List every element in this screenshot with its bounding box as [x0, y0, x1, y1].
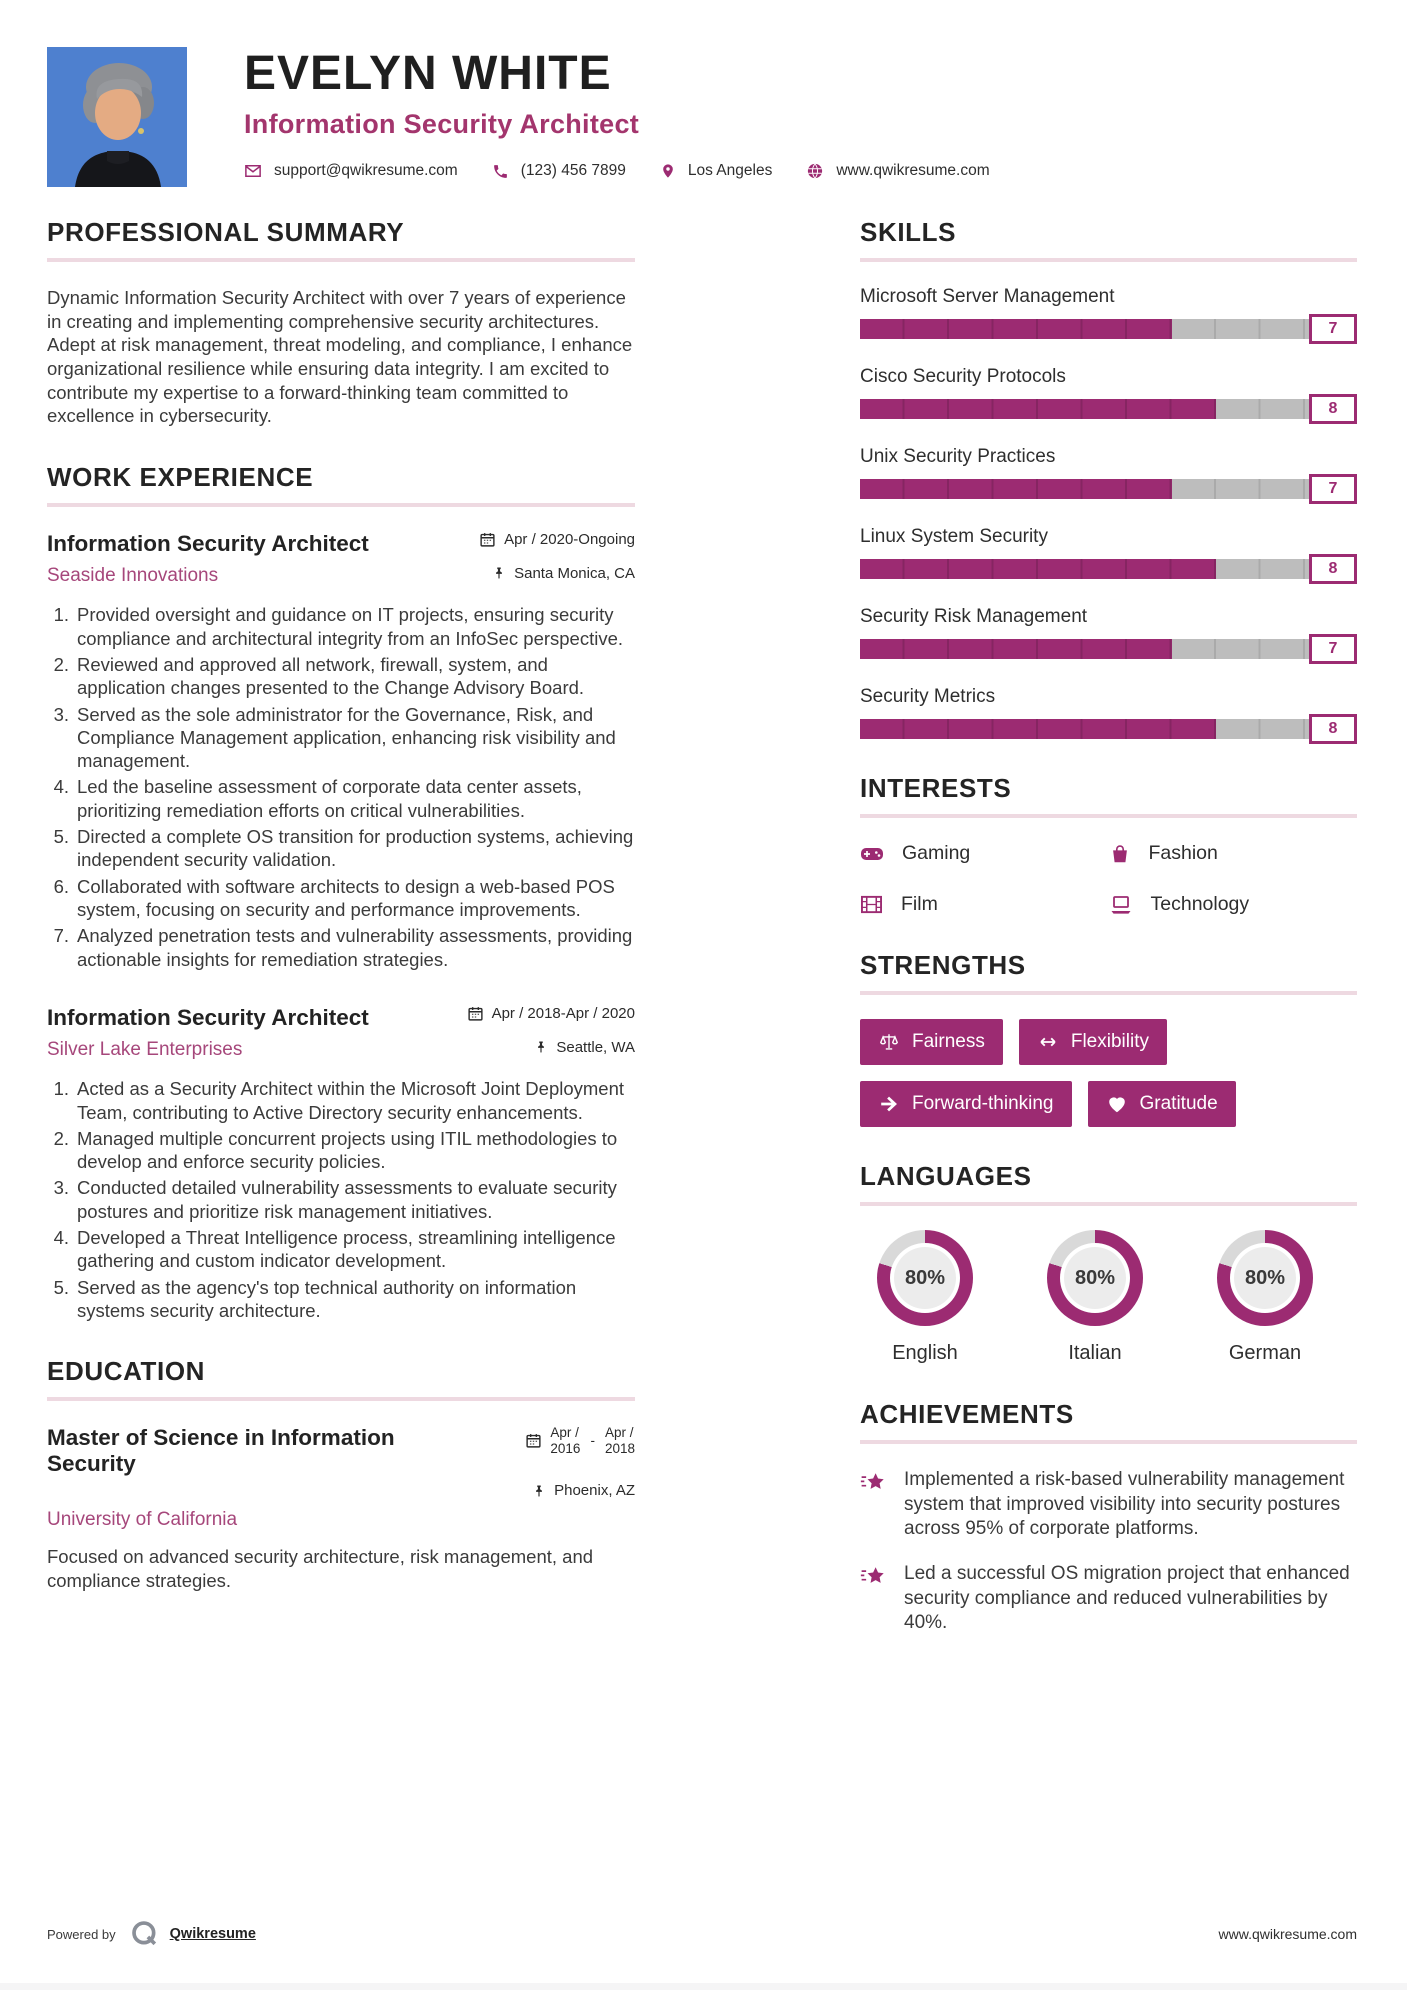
achievements-heading: ACHIEVEMENTS: [860, 1399, 1074, 1429]
person-name: EVELYN WHITE: [244, 47, 612, 100]
contact-phone-text: (123) 456 7899: [520, 162, 626, 180]
header-text: [244, 47, 1024, 187]
section-rule: [47, 258, 635, 262]
summary-text: Dynamic Information Security Architect with over 7 years of experience in creating and implementing comprehensive security architectures. Adept at risk management, threat modeling, and compliance, I enhance organizational resilience while ensuring data integrity. I am excited to contribute my expertise to a forward-thinking team committed to excellence in cybersecurity.: [47, 287, 633, 427]
contact-location: [660, 162, 772, 180]
education-dates: [525, 1425, 635, 1456]
job-dates: [479, 531, 635, 548]
calendar-icon: [479, 531, 496, 548]
skill-bar: [860, 479, 1357, 499]
skill-bar-fill: [860, 559, 1216, 579]
pushpin-icon: [492, 565, 506, 581]
skill-bar-fill: [860, 719, 1216, 739]
skill-bar: [860, 559, 1357, 579]
bottom-strip: [0, 1983, 1407, 1990]
job-company: Seaside Innovations: [47, 565, 219, 587]
skill-bar: [860, 639, 1357, 659]
section-rule: [47, 1397, 635, 1401]
section-summary: [47, 217, 635, 428]
strength-label: Forward-thinking: [912, 1093, 1054, 1114]
skill-name: Security Metrics: [860, 686, 996, 707]
contact-phone: [492, 162, 626, 180]
header: [0, 0, 1407, 187]
calendar-icon: [525, 1432, 542, 1449]
school-name: University of California: [47, 1509, 238, 1531]
skill-bar-fill: [860, 479, 1172, 499]
skill-name: Security Risk Management: [860, 606, 1088, 627]
section-interests: [860, 773, 1357, 916]
film-icon: [860, 894, 883, 915]
contact-location-text: Los Angeles: [687, 162, 773, 180]
shooting-star-icon: [860, 1564, 888, 1590]
language-donut-chart: [1217, 1230, 1313, 1326]
job-dates-text: Apr / 2018-Apr / 2020: [491, 1004, 635, 1022]
skill-score: 8: [1309, 714, 1357, 744]
job-company: Silver Lake Enterprises: [47, 1039, 243, 1061]
job-bullet: Acted as a Security Architect within the Microsoft Joint Deployment Team, contributing to Active Directory security enhancements.: [77, 1078, 625, 1123]
heart-icon: [1106, 1093, 1128, 1115]
shooting-star-icon: [860, 1470, 888, 1496]
job-entry: [47, 531, 635, 971]
contact-website-text: www.qwikresume.com: [836, 162, 990, 180]
contact-row: [244, 162, 1024, 180]
interest-label: Gaming: [902, 842, 971, 864]
education-location-text: Phoenix, AZ: [554, 1482, 635, 1500]
skill-score: 7: [1309, 634, 1357, 664]
skill-bar-fill: [860, 639, 1172, 659]
language-donut-chart: [877, 1230, 973, 1326]
skill-name: Linux System Security: [860, 526, 1048, 547]
shopping-bag-icon: [1109, 843, 1131, 865]
right-column: [860, 217, 1357, 1899]
person-title: Information Security Architect: [244, 109, 640, 140]
job-bullet: Developed a Threat Intelligence process, streamlining intelligence gathering and custom indicator development.: [77, 1227, 616, 1272]
globe-icon: [806, 162, 824, 180]
education-location: [532, 1482, 635, 1499]
section-rule: [860, 991, 1357, 995]
skill-item: [860, 446, 1357, 499]
strength-badge: [860, 1081, 1072, 1127]
powered-by-label: Powered by: [47, 1926, 116, 1942]
job-location: [534, 1039, 635, 1056]
job-bullet-list: [47, 603, 635, 970]
skill-bar: [860, 399, 1357, 419]
section-rule: [860, 1440, 1357, 1444]
achievement-item: [860, 1468, 1357, 1542]
achievement-text: Led a successful OS migration project that enhanced security compliance and reduced vulnerabilities by 40%.: [904, 1563, 1350, 1634]
job-bullet: Served as the sole administrator for the Governance, Risk, and Compliance Management application, enhancing risk visibility and management.: [77, 703, 616, 772]
education-description: Focused on advanced security architecture, risk management, and compliance strategies.: [47, 1546, 594, 1591]
job-dates-text: Apr / 2020-Ongoing: [504, 531, 635, 549]
left-column: [47, 217, 635, 1899]
job-location-text: Santa Monica, CA: [514, 564, 635, 582]
content-columns: [0, 187, 1407, 1899]
interest-item: [1109, 893, 1358, 916]
footer: [0, 1899, 1407, 1983]
job-bullet-list: [47, 1077, 635, 1322]
interest-item: [860, 893, 1109, 916]
section-rule: [47, 503, 635, 507]
language-item: [1030, 1230, 1160, 1365]
job-bullet: Managed multiple concurrent projects using ITIL methodologies to develop and enforce security policies.: [77, 1127, 618, 1173]
portrait-illustration: [47, 47, 187, 187]
phone-icon: [492, 163, 509, 180]
qwikresume-brand-link[interactable]: Qwikresume: [169, 1926, 256, 1942]
language-percent: 80%: [894, 1247, 956, 1309]
section-rule: [860, 814, 1357, 818]
left-right-arrow-icon: [1037, 1031, 1059, 1053]
map-pin-icon: [660, 162, 676, 180]
job-bullet: Led the baseline assessment of corporate data center assets, prioritizing remediation efforts on critical vulnerabilities.: [77, 776, 582, 821]
interest-label: Fashion: [1148, 842, 1218, 864]
contact-email-text: support@qwikresume.com: [274, 162, 458, 180]
skill-name: Microsoft Server Management: [860, 286, 1115, 307]
language-item: [860, 1230, 990, 1365]
interest-item: [1109, 842, 1358, 865]
language-name: English: [892, 1342, 958, 1364]
skills-heading: SKILLS: [860, 217, 957, 247]
language-percent: 80%: [1234, 1247, 1296, 1309]
footer-website-text: www.qwikresume.com: [1218, 1926, 1357, 1942]
pushpin-icon: [534, 1039, 548, 1055]
skill-bar-fill: [860, 319, 1172, 339]
language-name: German: [1228, 1342, 1302, 1364]
job-bullet: Conducted detailed vulnerability assessments to evaluate security postures and prioritize risk management initiatives.: [77, 1177, 617, 1222]
education-heading: EDUCATION: [47, 1356, 206, 1387]
job-bullet: Collaborated with software architects to design a web-based POS system, focusing on security and performance improvements.: [77, 875, 615, 920]
job-bullet: Directed a complete OS transition for production systems, achieving independent security validation.: [77, 826, 634, 871]
education-date-start: Apr / 2016: [550, 1425, 581, 1456]
skill-bar: [860, 719, 1357, 739]
education-date-end: Apr / 2018: [604, 1425, 635, 1456]
job-title: Information Security Architect: [47, 531, 369, 557]
job-bullet: Reviewed and approved all network, firewall, system, and application changes presented to the Change Advisory Board.: [77, 654, 585, 699]
job-bullet: Analyzed penetration tests and vulnerability assessments, providing actionable insights for remediation strategies.: [77, 925, 633, 970]
strength-badge: [1088, 1081, 1236, 1127]
strength-label: Flexibility: [1070, 1031, 1149, 1052]
pushpin-icon: [532, 1483, 546, 1499]
interest-label: Technology: [1150, 893, 1250, 915]
contact-email: [244, 162, 458, 180]
job-bullet: Served as the agency's top technical authority on information systems security architecture.: [77, 1276, 577, 1321]
interest-label: Film: [901, 893, 938, 915]
degree-title: Master of Science in Information Security: [47, 1425, 395, 1477]
date-dash: -: [590, 1433, 595, 1449]
language-donut-chart: [1047, 1230, 1143, 1326]
skill-bar: [860, 319, 1357, 339]
achievement-text: Implemented a risk-based vulnerability management system that improved visibility into security postures across 95% of corporate platforms.: [904, 1469, 1345, 1540]
arrow-right-icon: [878, 1093, 900, 1115]
strength-label: Gratitude: [1139, 1093, 1218, 1114]
section-skills: [860, 217, 1357, 739]
achievement-item: [860, 1562, 1357, 1636]
skill-item: [860, 686, 1357, 739]
skill-score: 7: [1309, 314, 1357, 344]
strength-label: Fairness: [912, 1031, 985, 1052]
job-entry: [47, 1005, 635, 1322]
job-dates: [467, 1005, 635, 1022]
envelope-icon: [244, 162, 262, 180]
job-location: [492, 565, 635, 582]
skill-item: [860, 526, 1357, 579]
skill-name: Cisco Security Protocols: [860, 366, 1066, 387]
skill-score: 8: [1309, 394, 1357, 424]
skill-bar-fill: [860, 399, 1216, 419]
calendar-icon: [467, 1005, 484, 1022]
qwikresume-logo-icon: [130, 1919, 160, 1949]
strength-badge: [860, 1019, 1003, 1065]
skill-item: [860, 286, 1357, 339]
strengths-heading: STRENGTHS: [860, 950, 1026, 980]
gamepad-icon: [860, 844, 884, 864]
job-bullet: Provided oversight and guidance on IT projects, ensuring security compliance and architectural integrity from an InfoSec perspective.: [77, 604, 624, 649]
language-item: [1200, 1230, 1330, 1365]
section-languages: [860, 1161, 1357, 1365]
interest-item: [860, 842, 1109, 865]
section-strengths: [860, 950, 1357, 1127]
job-location-text: Seattle, WA: [556, 1038, 635, 1056]
languages-heading: LANGUAGES: [860, 1161, 1032, 1191]
interests-heading: INTERESTS: [860, 773, 1012, 803]
skill-score: 7: [1309, 474, 1357, 504]
profile-photo: [47, 47, 187, 187]
work-heading: WORK EXPERIENCE: [47, 462, 314, 493]
skill-name: Unix Security Practices: [860, 446, 1056, 467]
scales-icon: [878, 1031, 900, 1053]
section-education: [47, 1356, 635, 1592]
skill-item: [860, 366, 1357, 419]
skill-score: 8: [1309, 554, 1357, 584]
section-achievements: [860, 1399, 1357, 1636]
language-percent: 80%: [1064, 1247, 1126, 1309]
laptop-icon: [1109, 895, 1133, 915]
section-work: [47, 462, 635, 1322]
section-rule: [860, 1202, 1357, 1206]
language-name: Italian: [1068, 1342, 1122, 1364]
section-rule: [860, 258, 1357, 262]
summary-heading: PROFESSIONAL SUMMARY: [47, 217, 405, 247]
contact-website: [806, 162, 989, 180]
job-title: Information Security Architect: [47, 1004, 369, 1030]
strength-badge: [1019, 1019, 1167, 1065]
skill-item: [860, 606, 1357, 659]
